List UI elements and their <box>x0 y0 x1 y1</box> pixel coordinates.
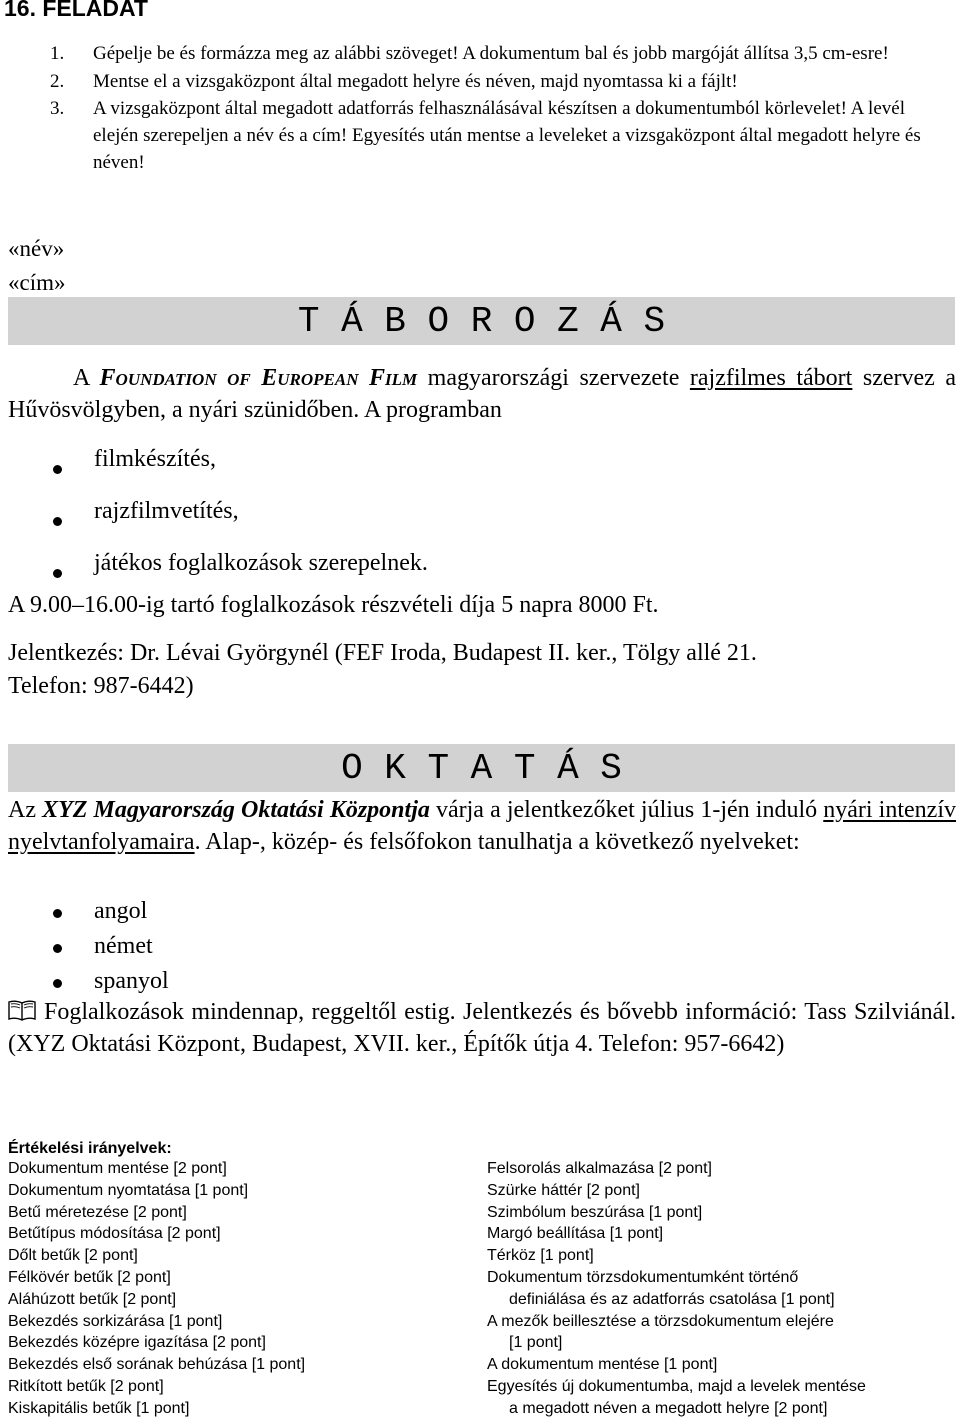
apply-line: Jelentkezés: Dr. Lévai Györgynél (FEF Iroda, Budapest II. ker., Tölgy allé 21. <box>8 640 757 666</box>
evaluation-item: Ritkított betűk [2 pont] <box>8 1377 164 1395</box>
task-number: 3. <box>50 98 65 119</box>
evaluation-title: Értékelési irányelvek: <box>8 1140 172 1157</box>
merge-field-name: «név» <box>8 236 65 261</box>
evaluation-item: Bekezdés középre igazítása [2 pont] <box>8 1334 266 1352</box>
banner-text: O K T A T Á S <box>341 748 622 789</box>
evaluation-item: Margó beállítása [1 pont] <box>487 1225 664 1243</box>
evaluation-item: Dokumentum törzsdokumentumként történő <box>487 1268 799 1286</box>
evaluation-item: Betűtípus módosítása [2 pont] <box>8 1225 221 1243</box>
task-text: Mentse el a vizsgaközpont által megadott helyre és néven, majd nyomtassa ki a fájlt! <box>93 71 738 92</box>
task-text: A vizsgaközpont által megadott adatforrás felhasználásával készítsen a dokumentumból körlevelet! A levél elején szerepeljen a név és a cím! Egyesítés után mentse a leveleket a vizsgaközpont által megadott helyre és néven! <box>93 98 921 173</box>
section-banner-camp <box>8 297 955 345</box>
task-item <box>50 95 955 176</box>
book-icon <box>8 998 36 1020</box>
price-line: A 9.00–16.00-ig tartó foglalkozások részvételi díja 5 napra 8000 Ft. <box>8 592 659 618</box>
evaluation-item: Dokumentum mentése [2 pont] <box>8 1160 227 1177</box>
organization-name: Foundation of European Film <box>99 365 418 391</box>
camp-paragraph <box>8 362 956 426</box>
evaluation-item: Bekezdés sorkizárása [1 pont] <box>8 1312 223 1330</box>
banner-text: T Á B O R O Z Á S <box>297 301 666 342</box>
list-item: filmkészítés, <box>48 443 428 495</box>
task-item <box>50 40 955 67</box>
list-item: német <box>48 930 169 965</box>
section-banner-education <box>8 744 955 792</box>
education-paragraph <box>8 794 956 858</box>
para-text: Az <box>8 797 43 823</box>
evaluation-list-right <box>487 1158 866 1420</box>
evaluation-item: Dőlt betűk [2 pont] <box>8 1247 138 1265</box>
task-item <box>50 68 955 95</box>
evaluation-item: Dokumentum nyomtatása [1 pont] <box>8 1181 249 1199</box>
phone-line: Telefon: 987-6442) <box>8 673 194 699</box>
evaluation-item: Félkövér betűk [2 pont] <box>8 1268 171 1286</box>
task-list <box>50 40 955 176</box>
para-text: szervez a Hűvösvölgyben, a nyári szünidőben. A programban <box>8 365 956 423</box>
evaluation-item: Bekezdés első sorának behúzása [1 pont] <box>8 1356 306 1374</box>
list-item: spanyol <box>48 965 169 1000</box>
evaluation-item: Szürke háttér [2 pont] <box>487 1181 640 1199</box>
underlined-text: rajzfilmes tábort <box>689 365 853 391</box>
evaluation-list-left <box>8 1158 305 1420</box>
evaluation-item: a megadott néven a megadott helyre [2 pont] <box>509 1399 828 1417</box>
evaluation-item: Szimbólum beszúrása [1 pont] <box>487 1203 703 1221</box>
task-text: Gépelje be és formázza meg az alábbi szöveget! A dokumentum bal és jobb margóját állítsa 3,5 cm-esre! <box>93 43 889 64</box>
organization-name: XYZ Magyarország Oktatási Központja <box>42 797 430 823</box>
list-item: angol <box>48 895 169 930</box>
para-text: A <box>73 365 100 391</box>
info-text: Foglalkozások mindennap, reggeltől estig. Jelentkezés és bővebb információ: Tass Szilviánál. (XYZ Oktatási Központ, Budapest, XVII. ker., Építők útja 4. Telefon: 957-6642) <box>8 999 956 1057</box>
evaluation-item: Felsorolás alkalmazása [2 pont] <box>487 1160 712 1177</box>
evaluation-item: [1 pont] <box>509 1334 563 1352</box>
merge-field-address: «cím» <box>8 270 66 295</box>
info-paragraph <box>8 996 956 1060</box>
para-text: magyarországi szervezete <box>417 365 690 391</box>
evaluation-item: Betű méretezése [2 pont] <box>8 1203 187 1221</box>
evaluation-item: Aláhúzott betűk [2 pont] <box>8 1290 177 1308</box>
evaluation-item: Kiskapitális betűk [1 pont] <box>8 1399 190 1417</box>
page-title: 16. FELADAT <box>4 0 148 21</box>
evaluation-item: A dokumentum mentése [1 pont] <box>487 1356 718 1374</box>
evaluation-item: Térköz [1 pont] <box>487 1247 594 1265</box>
evaluation-item: A mezők beillesztése a törzsdokumentum elejére <box>487 1312 834 1330</box>
underlined-text: nyári intenzív nyelvtanfolyamaira <box>8 797 956 855</box>
para-text: . Alap-, közép- és felsőfokon tanulhatja a következő nyelveket: <box>194 829 800 855</box>
task-number: 2. <box>50 71 65 92</box>
evaluation-item: definiálása és az adatforrás csatolása [1 pont] <box>509 1290 835 1308</box>
task-number: 1. <box>50 43 65 64</box>
list-item: játékos foglalkozások szerepelnek. <box>48 547 428 599</box>
evaluation-item: Egyesítés új dokumentumba, majd a levelek mentése <box>487 1377 866 1395</box>
program-list <box>48 443 428 599</box>
para-text: várja a jelentkezőket július 1-jén induló <box>429 797 824 823</box>
list-item: rajzfilmvetítés, <box>48 495 428 547</box>
language-list <box>48 895 169 1000</box>
